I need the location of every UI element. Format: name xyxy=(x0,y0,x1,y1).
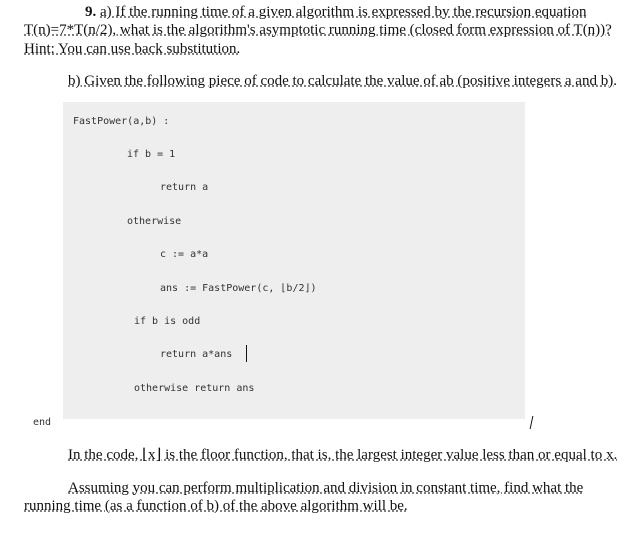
code-line-ans-assign: ans := FastPower(c, ⌊b/2⌋) xyxy=(160,283,317,294)
code-line-otherwise-return-ans: otherwise return ans xyxy=(134,383,255,394)
code-end-keyword: end xyxy=(33,417,52,428)
part-a-text-line2: T(n)=7*T(n/2), what is the algorithm's asymptotic running time (closed form expression of T(n))? xyxy=(24,22,612,38)
part-a-hint: Hint: You can use back substitution. xyxy=(24,41,241,57)
code-line-return-a-times-ans: return a*ans xyxy=(160,349,233,360)
part-a-text-line1: a) If the running time of a given algorithm is expressed by the recursion equation xyxy=(100,4,587,20)
task-text-line1: Assuming you can perform multiplication and division in constant time, find what the xyxy=(68,480,584,496)
question-number: 9. xyxy=(85,4,97,20)
task-text-line2: running time (as a function of b) of the above algorithm will be. xyxy=(24,498,408,514)
code-line-if-b-equals-1: if b = 1 xyxy=(127,149,176,160)
code-line-c-assign: c := a*a xyxy=(160,249,209,260)
question-part-a-line1 xyxy=(85,3,587,21)
part-b-intro: b) Given the following piece of code to calculate the value of ab (positive integers a and b). xyxy=(68,73,617,89)
code-line-otherwise: otherwise xyxy=(127,216,182,227)
text-cursor xyxy=(246,345,247,362)
floor-function-note: In the code, ⌊x⌋ is the floor function, that is, the largest integer value less than or equal to x. xyxy=(68,447,618,463)
code-line-function-signature: FastPower(a,b) : xyxy=(73,116,170,127)
code-line-return-a: return a xyxy=(160,182,209,193)
code-line-if-b-odd: if b is odd xyxy=(134,316,201,327)
text-cursor-secondary xyxy=(530,416,534,429)
